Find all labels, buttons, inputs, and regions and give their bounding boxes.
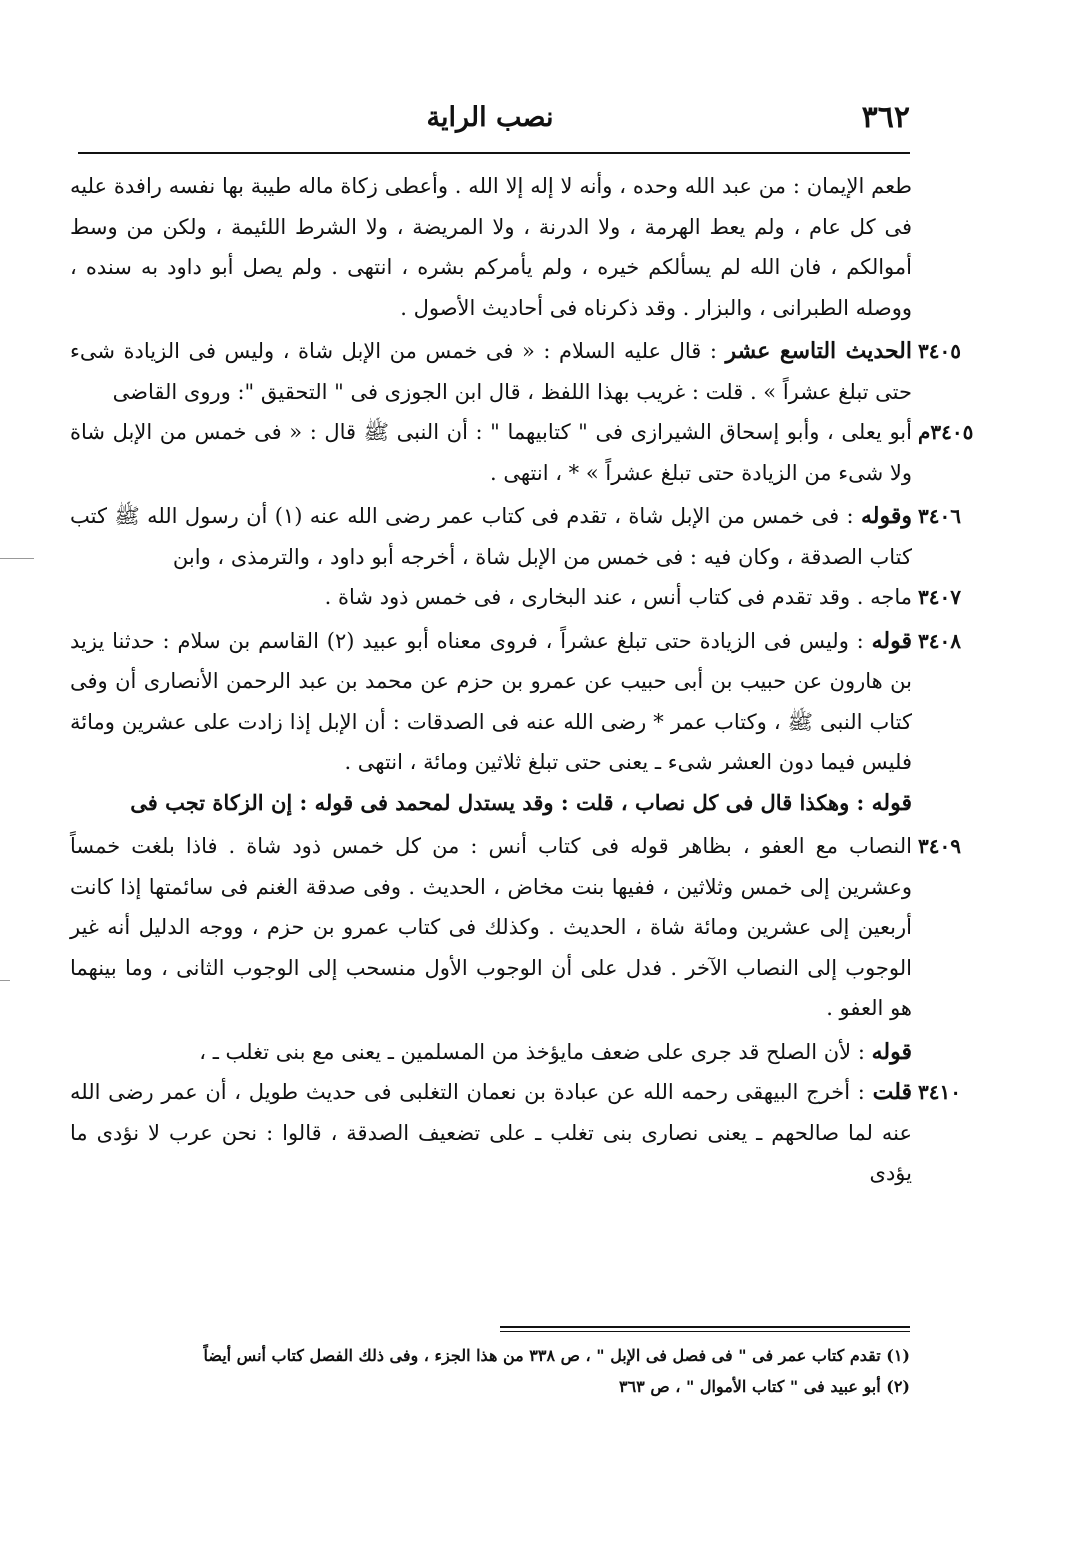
paragraph [70,621,961,783]
footnote: (٢) أبو عبيد فى " كتاب الأموال " ، ص ٣٦٣ [618,1377,910,1396]
paragraph [70,577,961,618]
paragraph [70,1032,912,1073]
paragraph [70,331,961,412]
hadith-number: ٣٤٠٧ [918,585,961,609]
main-text [70,166,974,1194]
paragraph-text: ماجه . وقد تقدم فى كتاب أنس ، عند البخارى ، فى خمس ذود شاة . [324,585,912,609]
footnote-rule [500,1326,910,1328]
paragraph-text: طعم الإيمان : من عبد الله وحده ، وأنه لا إله إلا الله . وأعطى زكاة ماله طيبة بها نفسه رافدة عليه فى كل عام ، ولم يعط الهرمة ، ولا الدرنة ، ولا المريضة ، ولا الشرط اللئيمة ، ولكن من وسط أموالكم ، فان الله لم يسألكم خيره ، ولم يأمركم بشره ، انتهى . ولم يصل أبو داود به سنده ، ووصله الطبرانى ، والبزار . وقد ذكرناه فى أحاديث الأصول . [70,174,912,320]
paragraph-lead: قوله [871,1038,912,1065]
hadith-number: ٣٤١٠ [918,1080,961,1104]
hadith-number: ٣٤٠٩ [918,834,961,858]
hadith-number: ٣٤٠٨ [918,628,961,653]
hadith-number: ٣٤٠٦ [918,504,961,528]
paragraph-lead: قوله [871,627,912,654]
paragraph [70,826,961,1029]
paragraph-lead: وقوله [860,503,912,529]
footnotes [80,1340,910,1402]
footnote-rule [500,1331,910,1332]
paragraph-text: النصاب مع العفو ، بظاهر قوله فى كتاب أنس : من كل خمس ذود شاة . فاذا بلغت خمساً وعشرين إلى خمس وثلاثين ، ففيها بنت مخاض ، الحديث . وفى صدقة الغنم فى سائمتها إذا كانت أربعين إلى عشرين ومائة شاة ، الحديث . وكذلك فى كتاب عمرو بن حزم ، ووجه الدليل أنه غير الوجوب إلى النصاب الآخر . فدل على أن الوجوب الأول منسحب إلى الوجوب الثانى ، وما بينهما هو العفو . [70,834,912,1020]
footnote: (١) تقدم كتاب عمر فى " فى فصل فى الإبل " ، ص ٣٣٨ من هذا الجزء ، وفى ذلك الفصل كتاب أنس أيضاً [203,1346,910,1365]
paragraph-lead: قوله [871,789,912,816]
running-title: نصب الراية [426,102,554,133]
hadith-number: ٣٤٠٥ [918,339,961,363]
paragraph [70,783,912,824]
paragraph [70,412,974,493]
paragraph [70,1072,961,1194]
paragraph [70,166,912,328]
page-number: ٣٦٢ [861,100,910,135]
paragraph-text: : لأن الصلح قد جرى على ضعف مايؤخذ من المسلمين ـ يعنى مع بنى تغلب ـ ، [199,1039,865,1064]
paragraph [70,496,961,577]
paragraph-lead: الحديث التاسع عشر [725,338,912,364]
paragraph-text: : قال عليه السلام : « فى خمس من الإبل شاة ، وليس فى الزيادة شىء حتى تبلغ عشراً » . قلت : غريب بهذا اللفظ ، قال ابن الجوزى فى " التحقيق ": وروى القاضى [70,339,912,404]
paragraph-lead: قلت [872,1079,912,1105]
paragraph-text: أبو يعلى ، وأبو إسحاق الشيرازى فى " كتابيهما " : أن النبى ﷺ قال : « فى خمس من الإبل شاة ولا شىء من الزيادة حتى تبلغ عشراً » * ، انتهى . [70,420,912,485]
hadith-number: ٣٤٠٥م [918,420,974,444]
margin-mark [0,558,34,559]
margin-mark [0,980,10,981]
paragraph-text: : وهكذا قال فى كل نصاب ، قلت : وقد يستدل لمحمد فى قوله : إن الزكاة تجب فى [130,789,865,815]
paragraph-text: : أخرج البيهقى رحمه الله عن عبادة بن نعمان التغلبى فى حديث طويل ، أن عمر رضى الله عنه لما صالحهم ـ يعنى نصارى بنى تغلب ـ على تضعيف الصدقة ، قالوا : نحن عرب لا نؤدى ما يؤدى [70,1080,912,1185]
header-rule [78,152,910,154]
paragraph-text: : فى خمس من الإبل شاة ، تقدم فى كتاب عمر رضى الله عنه (١) أن رسول الله ﷺ كتب كتاب الصدقة ، وكان فيه : فى خمس من الإبل شاة ، أخرجه أبو داود ، والترمذى ، وابن [70,504,912,569]
page-header [70,100,910,144]
paragraph-text: : وليس فى الزيادة حتى تبلغ عشراً ، فروى معناه أبو عبيد (٢) القاسم بن سلام : حدثنا يزيد بن هارون عن حبيب بن أبى حبيب عن عمرو بن حزم عن محمد بن عبد الرحمن الأنصارى أن وفى كتاب النبى ﷺ ، وكتاب عمر * رضى الله عنه فى الصدقات : أن الإبل إذا زادت على عشرين ومائة فليس فيما دون العشر شىء ـ يعنى حتى تبلغ ثلاثين ومائة ، انتهى . [70,628,912,774]
